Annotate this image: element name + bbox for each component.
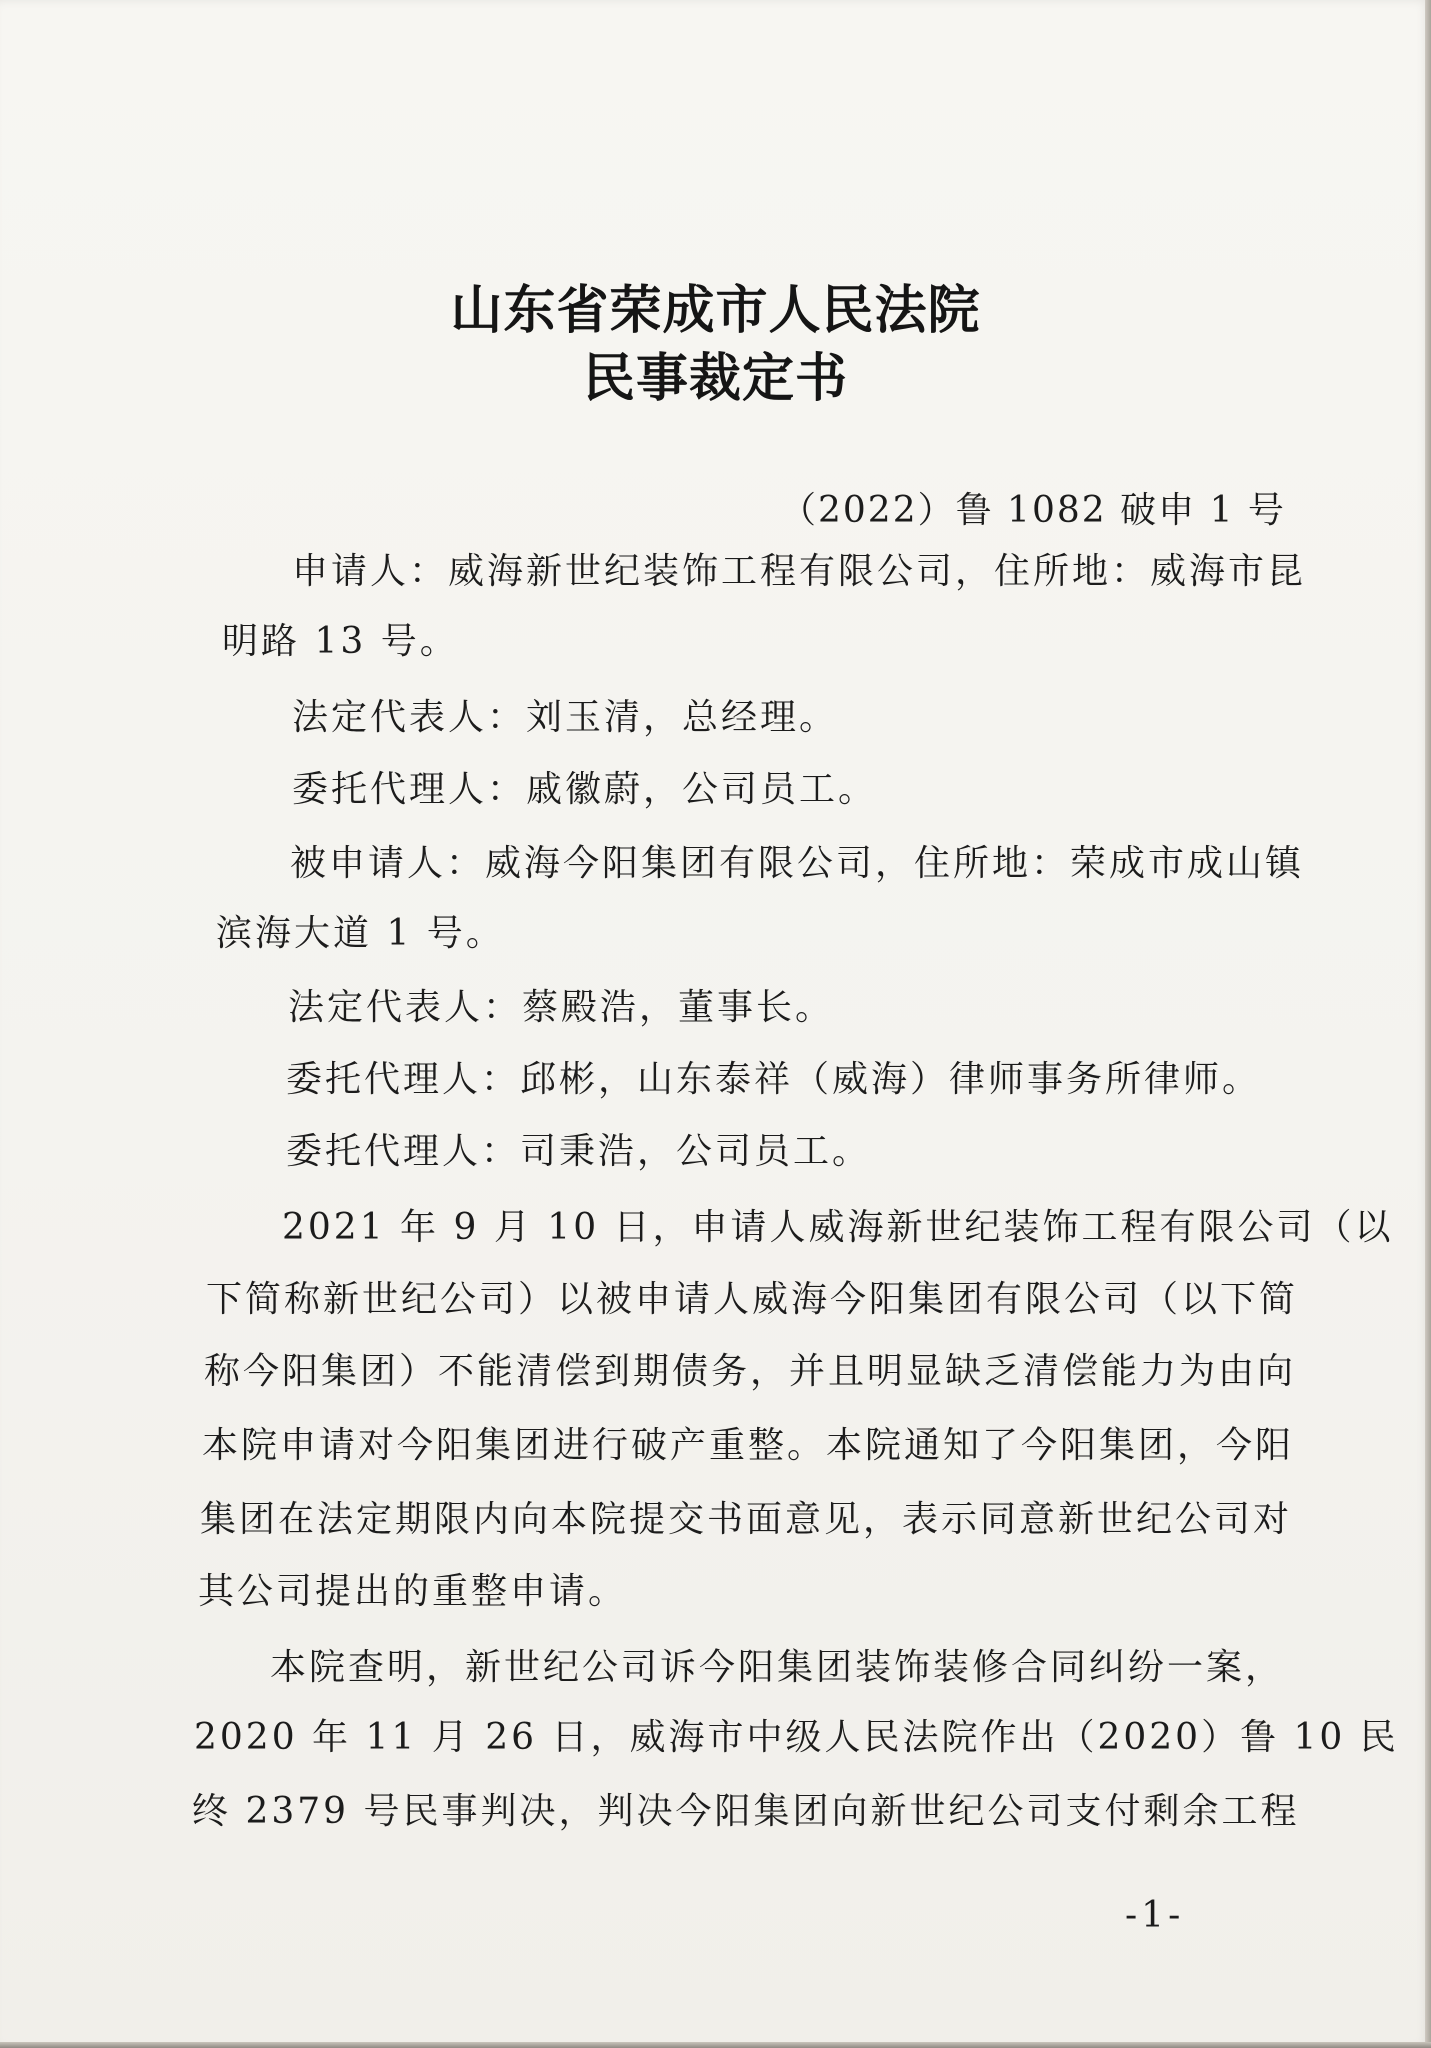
- page-number: -1-: [1125, 1895, 1185, 1936]
- respondent-line: 被申请人：威海今阳集团有限公司，住所地：荣成市成山镇: [290, 843, 1305, 884]
- paragraph-1-line-2: 下简称新世纪公司）以被申请人威海今阳集团有限公司（以下简: [206, 1279, 1299, 1320]
- applicant-agent-line: 委托代理人：戚徽蔚，公司员工。: [292, 769, 878, 810]
- respondent-agent-line-1: 委托代理人：邱彬，山东泰祥（威海）律师事务所律师。: [286, 1059, 1262, 1100]
- paragraph-1-line-3: 称今阳集团）不能清偿到期债务，并且明显缺乏清偿能力为由向: [204, 1351, 1297, 1392]
- paragraph-1-line-1: 2021 年 9 月 10 日，申请人威海新世纪装饰工程有限公司（以: [282, 1207, 1394, 1248]
- applicant-line: 申请人：威海新世纪装饰工程有限公司，住所地：威海市昆: [292, 551, 1307, 592]
- paragraph-1-line-5: 集团在法定期限内向本院提交书面意见，表示同意新世纪公司对: [200, 1499, 1293, 1540]
- respondent-agent-line-2: 委托代理人：司秉浩，公司员工。: [286, 1131, 872, 1172]
- respondent-legal-rep-line: 法定代表人：蔡殿浩，董事长。: [288, 987, 835, 1028]
- paragraph-2-line-1: 本院查明，新世纪公司诉今阳集团装饰装修合同纠纷一案，: [270, 1647, 1285, 1688]
- document-type-title: 民事裁定书: [582, 348, 848, 409]
- paragraph-1-line-4: 本院申请对今阳集团进行破产重整。本院通知了今阳集团，今阳: [202, 1425, 1295, 1466]
- court-name-title: 山东省荣成市人民法院: [450, 280, 981, 341]
- applicant-legal-rep-line: 法定代表人：刘玉清，总经理。: [292, 697, 839, 738]
- paragraph-2-line-2: 2020 年 11 月 26 日，威海市中级人民法院作出（2020）鲁 10 民: [194, 1717, 1399, 1758]
- page-edge-bottom: [0, 2042, 1431, 2048]
- respondent-address-line: 滨海大道 1 号。: [216, 913, 505, 954]
- paragraph-2-line-3: 终 2379 号民事判决，判决今阳集团向新世纪公司支付剩余工程: [192, 1791, 1300, 1832]
- case-number: （2022）鲁 1082 破申 1 号: [780, 490, 1286, 531]
- paragraph-1-line-6: 其公司提出的重整申请。: [198, 1571, 628, 1612]
- applicant-address-line: 明路 13 号。: [222, 621, 459, 662]
